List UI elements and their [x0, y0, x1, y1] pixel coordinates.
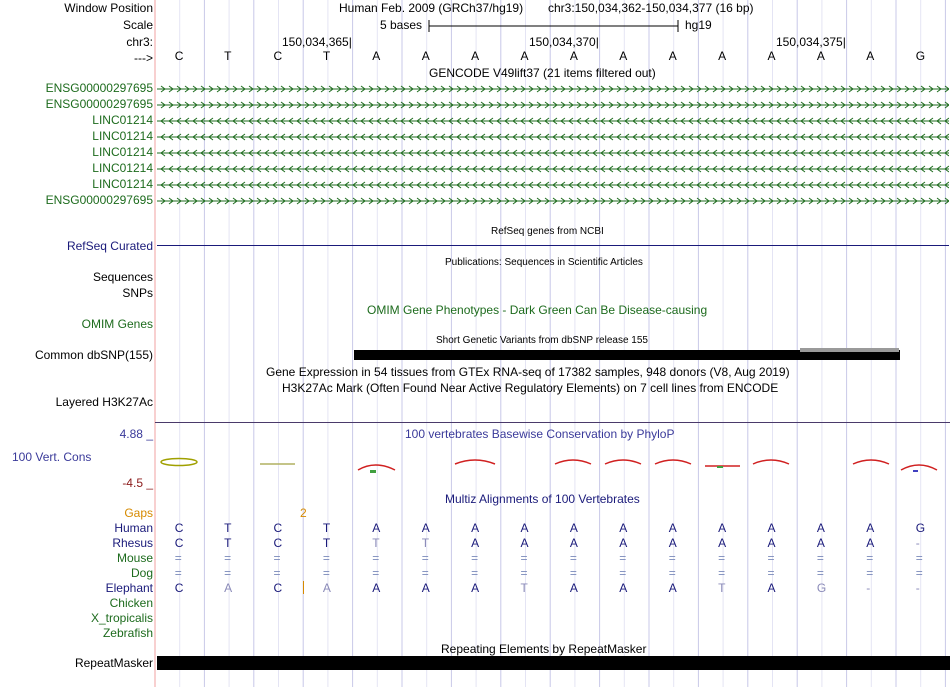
species-label[interactable]: Chicken — [109, 596, 153, 610]
species-label[interactable]: Human — [114, 521, 153, 535]
alignment-base: T — [322, 521, 331, 535]
gencode-gene-label[interactable]: LINC01214 — [92, 129, 153, 143]
base-letter: A — [421, 49, 430, 63]
dbsnp-track-title: Short Genetic Variants from dbSNP release 155 — [436, 335, 648, 346]
base-letter: T — [224, 49, 232, 63]
alignment-base: A — [668, 536, 677, 550]
alignment-base: A — [619, 581, 628, 595]
alignment-base: - — [866, 581, 871, 595]
species-label[interactable]: Zebrafish — [102, 626, 153, 640]
alignment-base: = — [816, 551, 824, 565]
alignment-base: = — [471, 566, 479, 580]
base-letter: C — [273, 49, 283, 63]
alignment-base: = — [619, 566, 627, 580]
alignment-base: A — [767, 521, 776, 535]
alignment-base: = — [569, 551, 577, 565]
refseq-label[interactable]: RefSeq Curated — [66, 239, 153, 253]
alignment-base: T — [421, 536, 430, 550]
multiz-track-title: Multiz Alignments of 100 Vertebrates — [445, 492, 640, 506]
sequences-label[interactable]: Sequences — [92, 270, 153, 284]
alignment-base: = — [866, 551, 874, 565]
alignment-base: T — [224, 521, 232, 535]
alignment-base: = — [915, 551, 923, 565]
gencode-gene-label[interactable]: LINC01214 — [92, 113, 153, 127]
alignment-base: A — [619, 521, 628, 535]
alignment-base: A — [372, 521, 381, 535]
base-letter: A — [668, 49, 677, 63]
gencode-gene-line — [157, 195, 949, 207]
alignment-base: G — [816, 581, 827, 595]
alignment-base: = — [322, 551, 330, 565]
alignment-base: = — [915, 566, 923, 580]
alignment-base: A — [619, 536, 628, 550]
gaps-label: Gaps — [124, 506, 153, 520]
repeatmasker-label[interactable]: RepeatMasker — [74, 656, 153, 670]
alignment-base: A — [866, 521, 875, 535]
alignment-base: = — [866, 566, 874, 580]
base-letter: A — [718, 49, 727, 63]
base-letter: A — [372, 49, 381, 63]
base-letter: T — [322, 49, 331, 63]
alignment-base: A — [471, 521, 480, 535]
conservation-track-title: 100 vertebrates Basewise Conservation by PhyloP — [405, 427, 675, 441]
omim-track-title: OMIM Gene Phenotypes - Dark Green Can Be Disease-causing — [367, 303, 708, 317]
base-letter: A — [569, 49, 578, 63]
alignment-base: A — [421, 581, 430, 595]
alignment-base: A — [767, 536, 776, 550]
alignment-base: T — [372, 536, 380, 550]
alignment-base: A — [372, 581, 381, 595]
gencode-track-title: GENCODE V49lift37 (21 items filtered out) — [429, 66, 656, 80]
alignment-base: = — [224, 566, 232, 580]
alignment-base: T — [224, 536, 232, 550]
gencode-gene-line — [157, 179, 949, 191]
alignment-base: C — [273, 536, 283, 550]
alignment-base: = — [767, 566, 775, 580]
gencode-gene-line — [157, 131, 949, 143]
base-letter: A — [619, 49, 628, 63]
window-position-label: Window Position — [64, 1, 153, 15]
alignment-base: A — [471, 581, 480, 595]
alignment-base: = — [816, 566, 824, 580]
alignment-base: T — [322, 536, 331, 550]
gaps-value: 2 — [300, 506, 307, 520]
alignment-base: C — [273, 521, 283, 535]
alignment-base: = — [520, 566, 528, 580]
base-letter: A — [816, 49, 825, 63]
gencode-gene-label[interactable]: LINC01214 — [92, 145, 153, 159]
alignment-base: = — [668, 551, 676, 565]
alignment-base: = — [619, 551, 627, 565]
alignment-base: A — [224, 581, 233, 595]
alignment-base: A — [520, 521, 529, 535]
alignment-base: T — [718, 581, 726, 595]
conservation-ymax: 4.88 _ — [119, 427, 153, 441]
alignment-base: G — [915, 521, 926, 535]
gencode-gene-label[interactable]: ENSG00000297695 — [45, 81, 153, 95]
alignment-base: A — [569, 521, 578, 535]
dbsnp-variant-highlight — [800, 348, 899, 352]
region-position: chr3:150,034,362-150,034,377 (16 bp) — [548, 1, 754, 15]
alignment-base: - — [915, 536, 920, 550]
refseq-track-title: RefSeq genes from NCBI — [491, 226, 604, 237]
conservation-label[interactable]: 100 Vert. Cons — [12, 450, 92, 464]
dbsnp-label[interactable]: Common dbSNP(155) — [34, 348, 153, 362]
alignment-base: = — [569, 566, 577, 580]
alignment-base: A — [520, 536, 529, 550]
alignment-base: A — [718, 536, 727, 550]
alignment-base: A — [816, 536, 825, 550]
position-tick-2: 150,034,370| — [529, 35, 599, 49]
publications-track-title: Publications: Sequences in Scientific Articles — [445, 257, 643, 268]
alignment-base: = — [668, 566, 676, 580]
species-label[interactable]: Mouse — [116, 551, 153, 565]
gtex-track-title: Gene Expression in 54 tissues from GTEx RNA-seq of 17382 samples, 948 donors (V8, Aug 2019) — [266, 365, 790, 379]
conservation-ymin: -4.5 _ — [122, 476, 153, 490]
alignment-base: C — [273, 581, 283, 595]
strand-arrow-label[interactable]: ---> — [134, 51, 153, 65]
chrom-label: chr3: — [126, 35, 153, 49]
alignment-base: A — [866, 536, 875, 550]
h3k27ac-baseline — [155, 422, 950, 423]
alignment-base: = — [718, 551, 726, 565]
omim-label[interactable]: OMIM Genes — [81, 317, 153, 331]
gencode-gene-label[interactable]: ENSG00000297695 — [45, 193, 153, 207]
gencode-gene-line — [157, 99, 949, 111]
alignment-base: A — [816, 521, 825, 535]
scale-text: 5 bases — [380, 18, 423, 32]
alignment-base: = — [273, 551, 281, 565]
alignment-base: - — [915, 581, 920, 595]
alignment-base: = — [174, 551, 182, 565]
repeatmasker-bar[interactable] — [157, 656, 950, 670]
base-letter: G — [915, 49, 926, 63]
alignment-base: = — [372, 566, 380, 580]
gencode-gene-label[interactable]: LINC01214 — [92, 177, 153, 191]
gencode-gene-line — [157, 115, 949, 127]
alignment-base: C — [174, 521, 184, 535]
h3k27ac-label[interactable]: Layered H3K27Ac — [55, 395, 153, 409]
base-letter: C — [174, 49, 184, 63]
gap-marker — [303, 581, 304, 594]
alignment-base: A — [569, 581, 578, 595]
gencode-gene-line — [157, 83, 949, 95]
position-tick-1: 150,034,365| — [282, 35, 352, 49]
repeatmasker-track-title: Repeating Elements by RepeatMasker — [441, 642, 647, 656]
alignment-base: = — [718, 566, 726, 580]
alignment-base: = — [421, 566, 429, 580]
alignment-base: A — [322, 581, 331, 595]
alignment-base: = — [174, 566, 182, 580]
gencode-gene-label[interactable]: ENSG00000297695 — [45, 97, 153, 111]
species-label[interactable]: Rhesus — [112, 536, 153, 550]
species-label[interactable]: Dog — [130, 566, 153, 580]
alignment-base: C — [174, 536, 184, 550]
alignment-base: A — [668, 521, 677, 535]
gencode-gene-line — [157, 163, 949, 175]
assembly-title: Human Feb. 2009 (GRCh37/hg19) — [339, 1, 524, 15]
species-label[interactable]: X_tropicalis — [90, 611, 153, 625]
snps-label[interactable]: SNPs — [122, 286, 153, 300]
alignment-base: = — [471, 551, 479, 565]
species-label[interactable]: Elephant — [105, 581, 153, 595]
base-letter: A — [520, 49, 529, 63]
alignment-base: A — [569, 536, 578, 550]
base-letter: A — [471, 49, 480, 63]
scale-bar — [428, 18, 680, 34]
gencode-gene-line — [157, 147, 949, 159]
alignment-base: T — [520, 581, 528, 595]
refseq-gene-line[interactable] — [157, 245, 949, 246]
position-tick-3: 150,034,375| — [776, 35, 846, 49]
alignment-base: = — [520, 551, 528, 565]
h3k27ac-track-title: H3K27Ac Mark (Often Found Near Active Regulatory Elements) on 7 cell lines from ENCODE — [282, 381, 779, 395]
alignment-base: = — [421, 551, 429, 565]
alignment-base: = — [273, 566, 281, 580]
base-letter: A — [767, 49, 776, 63]
alignment-base: A — [471, 536, 480, 550]
alignment-base: = — [372, 551, 380, 565]
alignment-base: = — [224, 551, 232, 565]
conservation-wiggle[interactable] — [155, 450, 950, 480]
gencode-gene-label[interactable]: LINC01214 — [92, 161, 153, 175]
alignment-base: C — [174, 581, 184, 595]
alignment-base: = — [767, 551, 775, 565]
alignment-base: A — [767, 581, 776, 595]
base-letter: A — [866, 49, 875, 63]
alignment-base: A — [668, 581, 677, 595]
alignment-base: = — [322, 566, 330, 580]
alignment-base: A — [718, 521, 727, 535]
db-name: hg19 — [685, 18, 712, 32]
alignment-base: A — [421, 521, 430, 535]
scale-label: Scale — [122, 18, 153, 32]
